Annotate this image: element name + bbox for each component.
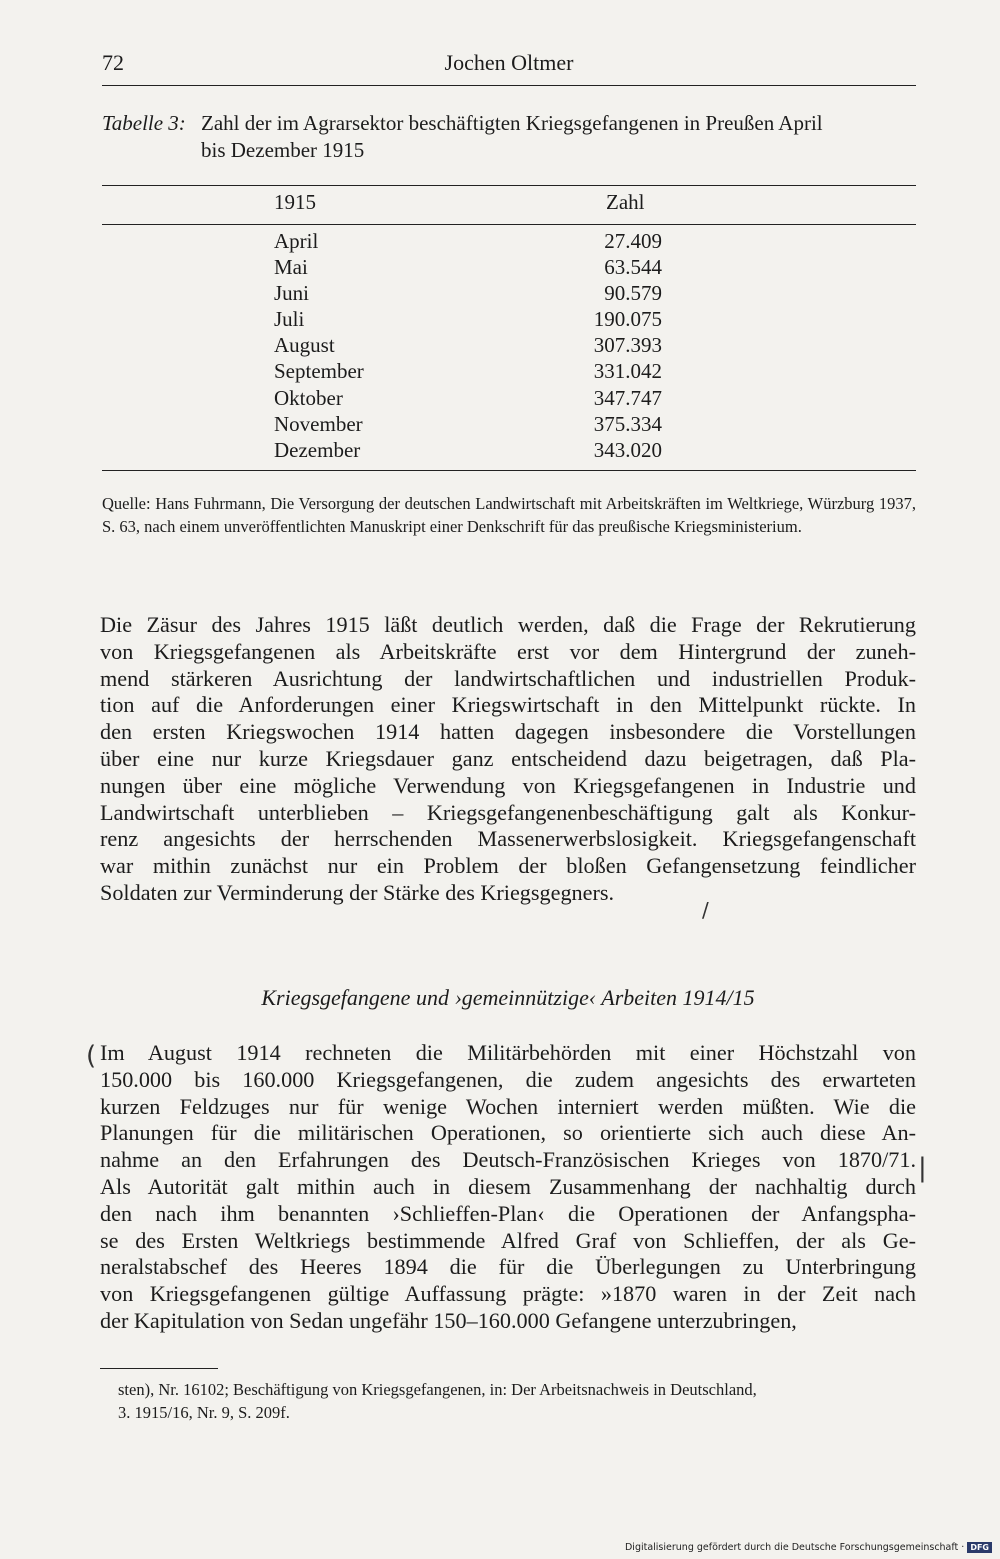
caption-line: bis Dezember 1915 [201,138,365,162]
text-line: se des Ersten Weltkriegs bestimmende Alfred Graf von Schlieffen, der als Ge- [100,1227,916,1253]
text-line: renz angesichts der herrschenden Massenerwerbslosigkeit. Kriegsgefangenschaft [100,826,916,852]
footnote-line: sten), Nr. 16102; Beschäftigung von Kriegsgefangenen, in: Der Arbeitsnachweis in Deutschland, [118,1380,757,1399]
table-caption-text [201,110,916,164]
text-line: über eine nur kurze Kriegsdauer ganz entscheidend dazu beigetragen, daß Pla- [100,745,916,771]
table-row [0,437,1000,463]
month-cell: September [274,359,364,384]
footer-text: Digitalisierung gefördert durch die Deutsche Forschungsgemeinschaft · [624,1542,965,1553]
month-cell: Juli [274,307,305,332]
month-cell: April [274,229,319,253]
column-header-year: 1915 [274,190,316,214]
table-caption [102,110,916,164]
text-line: Im August 1914 rechneten die Militärbehörden mit einer Höchstzahl von [100,1040,916,1065]
table-header-rule [102,224,916,225]
running-head: Jochen Oltmer [444,50,574,75]
month-cell: Oktober [274,385,343,410]
month-cell: Mai [274,255,308,280]
table-row [0,332,1000,358]
footnote [118,1378,918,1424]
text-line: mend stärkeren Ausrichtung der landwirtschaftlichen und industriellen Produk- [100,665,916,691]
table-row [0,306,1000,332]
text-line: den ersten Kriegswochen 1914 hatten dagegen insbesondere die Vorstellungen [100,719,916,745]
table-row [0,280,1000,306]
text-line: kurzen Feldzuges nur für wenige Wochen interniert werden müßten. Wie die [100,1093,916,1119]
footnote-line: 3. 1915/16, Nr. 9, S. 209f. [118,1403,290,1422]
month-cell: Juni [274,281,310,306]
table-bottom-rule [102,470,916,471]
footnote-rule [100,1368,218,1369]
page-header [102,50,916,90]
table-row [0,385,1000,411]
month-cell: November [274,411,363,436]
table-row [0,411,1000,437]
text-line: war mithin zunächst nur ein Problem der bloßen Gefangensetzung feindlicher [100,853,916,879]
margin-mark: | [918,1153,927,1183]
text-line: der Kapitulation von Sedan ungefähr 150–160.000 Gefangene unterzubringen, [100,1307,797,1333]
section-heading: Kriegsgefangene und ›gemeinnützige‹ Arbeiten 1914/15 [261,985,755,1010]
count-cell: 347.747 [593,385,662,410]
text-line: Landwirtschaft unterblieben – Kriegsgefangenenbeschäftigung galt als Konkur- [100,799,916,825]
count-cell: 375.334 [593,411,662,436]
table-source-note: Quelle: Hans Fuhrmann, Die Versorgung der deutschen Landwirtschaft mit Arbeitskräften im Weltkriege, Würzburg 1937, S. 63, nach einem unveröffentlichten Manuskript einer Denkschrift für das preußische Kriegsministerium. [102,494,916,536]
count-cell: 307.393 [593,333,662,358]
text-line: neralstabschef des Heeres 1894 die für die Überlegungen zu Unterbringung [100,1254,916,1280]
body-paragraph-2 [100,1040,916,1335]
text-line: Soldaten zur Verminderung der Stärke des Kriegsgegners. [100,879,615,905]
digitization-footer [625,1542,992,1553]
count-cell: 343.020 [593,437,662,462]
table-top-rule [102,185,916,186]
table-row [0,228,1000,254]
count-cell: 63.544 [604,255,662,280]
month-cell: Dezember [274,437,361,462]
month-cell: August [274,333,335,358]
text-line: Als Autorität galt mithin auch in diesem Zusammenhang der nachhaltig durch [100,1173,916,1199]
caption-line: Zahl der im Agrarsektor beschäftigten Kriegsgefangenen in Preußen April [201,111,823,135]
text-line: Planungen für die militärischen Operationen, so orientierte sich auch diese An- [100,1120,916,1146]
header-rule [102,85,916,86]
dfg-logo-icon: DFG [967,1542,992,1553]
margin-mark: / [702,898,709,922]
column-header-count: Zahl [606,190,645,214]
text-line: tion auf die Anforderungen einer Kriegswirtschaft in den Mittelpunkt rückte. In [100,692,916,718]
count-cell: 90.579 [604,281,662,306]
text-line: den nach ihm benannten ›Schlieffen-Plan‹ die Operationen der Anfangspha- [100,1200,916,1226]
table-label: Tabelle 3: [102,111,186,135]
table-row [0,254,1000,280]
table-row [0,358,1000,384]
page-number: 72 [102,50,124,75]
body-paragraph-1 [100,612,916,907]
count-cell: 190.075 [593,307,662,332]
text-line: von Kriegsgefangenen als Arbeitskräfte erst vor dem Hintergrund der zuneh- [100,638,916,664]
margin-mark: ( [86,1041,97,1071]
text-line: nungen über eine mögliche Verwendung von Kriegsgefangenen in Industrie und [100,772,916,798]
text-line: 150.000 bis 160.000 Kriegsgefangenen, die zudem angesichts des erwarteten [100,1066,916,1092]
count-cell: 27.409 [604,229,662,253]
text-line: nahme an den Erfahrungen des Deutsch-Französischen Krieges von 1870/71. [100,1147,916,1173]
text-line: von Kriegsgefangenen gültige Auffassung prägte: »1870 waren in der Zeit nach [100,1281,916,1307]
count-cell: 331.042 [593,359,662,384]
table-body [0,228,1000,463]
text-line: Die Zäsur des Jahres 1915 läßt deutlich werden, daß die Frage der Rekrutierung [100,612,916,637]
